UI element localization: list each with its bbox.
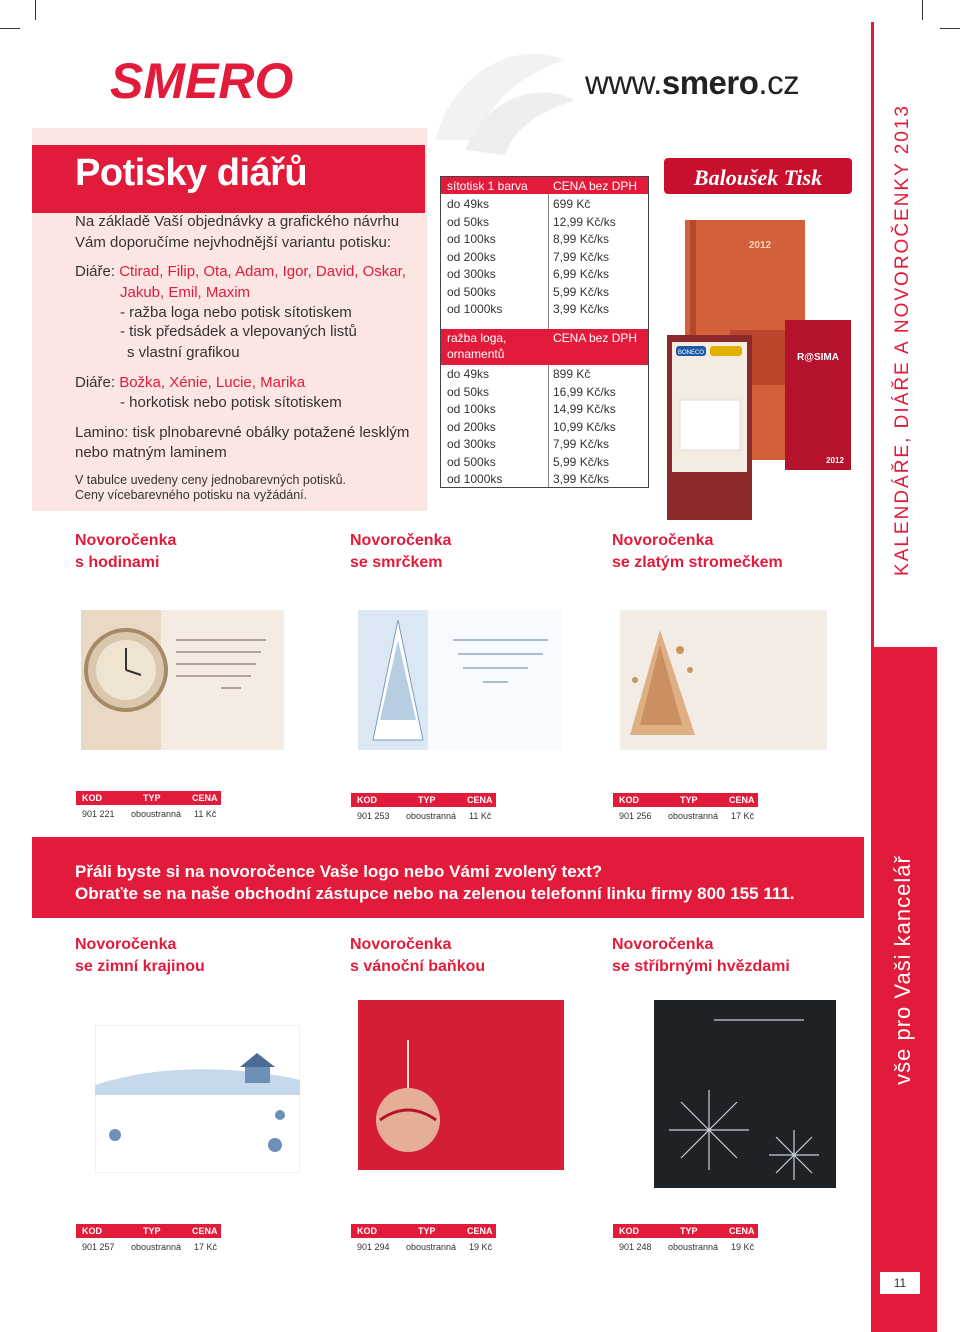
crop-mark — [35, 0, 36, 20]
product-name: Novoročenka s vánoční baňkou — [350, 936, 486, 975]
price-table-row: od 300ks 6,99 Kč/ks — [447, 267, 610, 281]
price-table-row: do 49ks 699 Kč — [447, 197, 591, 211]
price-table-header: ražba loga, ornamentů CENA bez DPH — [441, 329, 648, 365]
page-title: Potisky diářů — [75, 152, 308, 194]
logo-text: SMERO — [110, 56, 294, 106]
brand-label: BONECO — [677, 350, 705, 356]
tisk-label: Baloušek Tisk — [693, 165, 823, 190]
price-table-row: od 300ks 7,99 Kč/ks — [447, 437, 610, 451]
price-table-row: od 100ks 8,99 Kč/ks — [447, 232, 610, 246]
brand-label: R@SIMA — [797, 352, 839, 363]
product-name: Novoročenka se zlatým stromečkem — [612, 532, 783, 571]
price-table-row: od 1000ks 3,99 Kč/ks — [447, 302, 610, 316]
diary-year: 2012 — [826, 456, 844, 465]
diary-photo — [650, 150, 860, 520]
option-text: - tisk předsádek a vlepovaných listů — [120, 323, 357, 340]
product-name: Novoročenka se stříbrnými hvězdami — [612, 936, 790, 975]
price-table-header: sítotisk 1 barva CENA bez DPH — [441, 177, 648, 194]
product-spec: KOD TYP CENA 901 253 oboustranná 11 Kč — [351, 793, 511, 827]
crop-mark — [922, 0, 923, 20]
banner-line: Přáli byste si na novoročence Vaše logo nebo Vámi zvolený text? — [75, 862, 603, 881]
lamino-text: Lamino: tisk plnobarevné obálky potažené lesklým — [75, 424, 410, 441]
product-name: Novoročenka s hodinami — [75, 532, 177, 571]
website-url[interactable]: www.smero.cz — [585, 64, 800, 101]
note-text: V tabulce uvedeny ceny jednobarevných potisků. — [75, 473, 347, 487]
decorative-swirl — [415, 30, 585, 160]
diary-year: 2012 — [748, 240, 772, 251]
price-table-row: od 500ks 5,99 Kč/ks — [447, 454, 610, 469]
product-name: Novoročenka se zimní krajinou — [75, 936, 205, 975]
product-name: Novoročenka se smrčkem — [350, 532, 452, 571]
page-number: 11 — [880, 1272, 920, 1294]
card-silver-stars-image — [654, 1000, 836, 1188]
card-winter-landscape-image — [95, 1025, 300, 1173]
card-golden-tree-image — [620, 610, 827, 750]
card-christmas-bauble-image — [358, 1000, 564, 1170]
price-table-row: do 49ks 899 Kč — [447, 367, 591, 381]
diare-group-2: Diáře: Božka, Xénie, Lucie, Marika — [75, 374, 306, 391]
diare-group-1: Diáře: Ctirad, Filip, Ota, Adam, Igor, David, Oskar, — [75, 263, 406, 280]
intro-text: Na základě Vaší objednávky a grafického návrhu — [75, 213, 400, 230]
price-table-row: od 1000ks 3,99 Kč/ks — [447, 472, 610, 486]
card-spruce-image — [358, 610, 562, 750]
banner-line: Obraťte se na naše obchodní zástupce nebo na zelenou telefonní linku firmy 800 155 111. — [75, 884, 795, 903]
price-table-row: od 500ks 5,99 Kč/ks — [447, 284, 610, 299]
option-text: s vlastní grafikou — [127, 344, 240, 361]
lamino-text: nebo matným laminem — [75, 444, 227, 461]
intro-text: Vám doporučíme nejvhodnější variantu potisku: — [75, 234, 392, 251]
option-text: - horkotisk nebo potisk sítotiskem — [120, 394, 342, 411]
note-text: Ceny vícebarevného potisku na vyžádání. — [75, 488, 308, 502]
product-spec: KOD TYP CENA 901 294 oboustranná 19 Kč — [351, 1224, 511, 1258]
product-spec: KOD TYP CENA 901 221 oboustranná 11 Kč — [76, 791, 236, 825]
crop-mark — [0, 28, 20, 29]
option-text: - ražba loga nebo potisk sítotiskem — [120, 304, 352, 321]
price-table-row: od 100ks 14,99 Kč/ks — [447, 402, 616, 416]
product-spec: KOD TYP CENA 901 257 oboustranná 17 Kč — [76, 1224, 236, 1258]
price-table-row: od 50ks 16,99 Kč/ks — [447, 384, 616, 399]
crop-mark — [940, 28, 960, 29]
price-table-row: od 50ks 12,99 Kč/ks — [447, 214, 616, 229]
card-clock-image — [81, 610, 284, 750]
smero-logo — [110, 56, 350, 106]
price-table-row: od 200ks 7,99 Kč/ks — [447, 249, 610, 264]
product-spec: KOD TYP CENA 901 248 oboustranná 19 Kč — [613, 1224, 773, 1258]
contact-banner — [32, 837, 864, 918]
price-table — [440, 176, 649, 488]
product-spec: KOD TYP CENA 901 256 oboustranná 17 Kč — [613, 793, 773, 827]
price-table-row: od 200ks 10,99 Kč/ks — [447, 419, 616, 434]
diare-names: Jakub, Emil, Maxim — [120, 284, 251, 301]
